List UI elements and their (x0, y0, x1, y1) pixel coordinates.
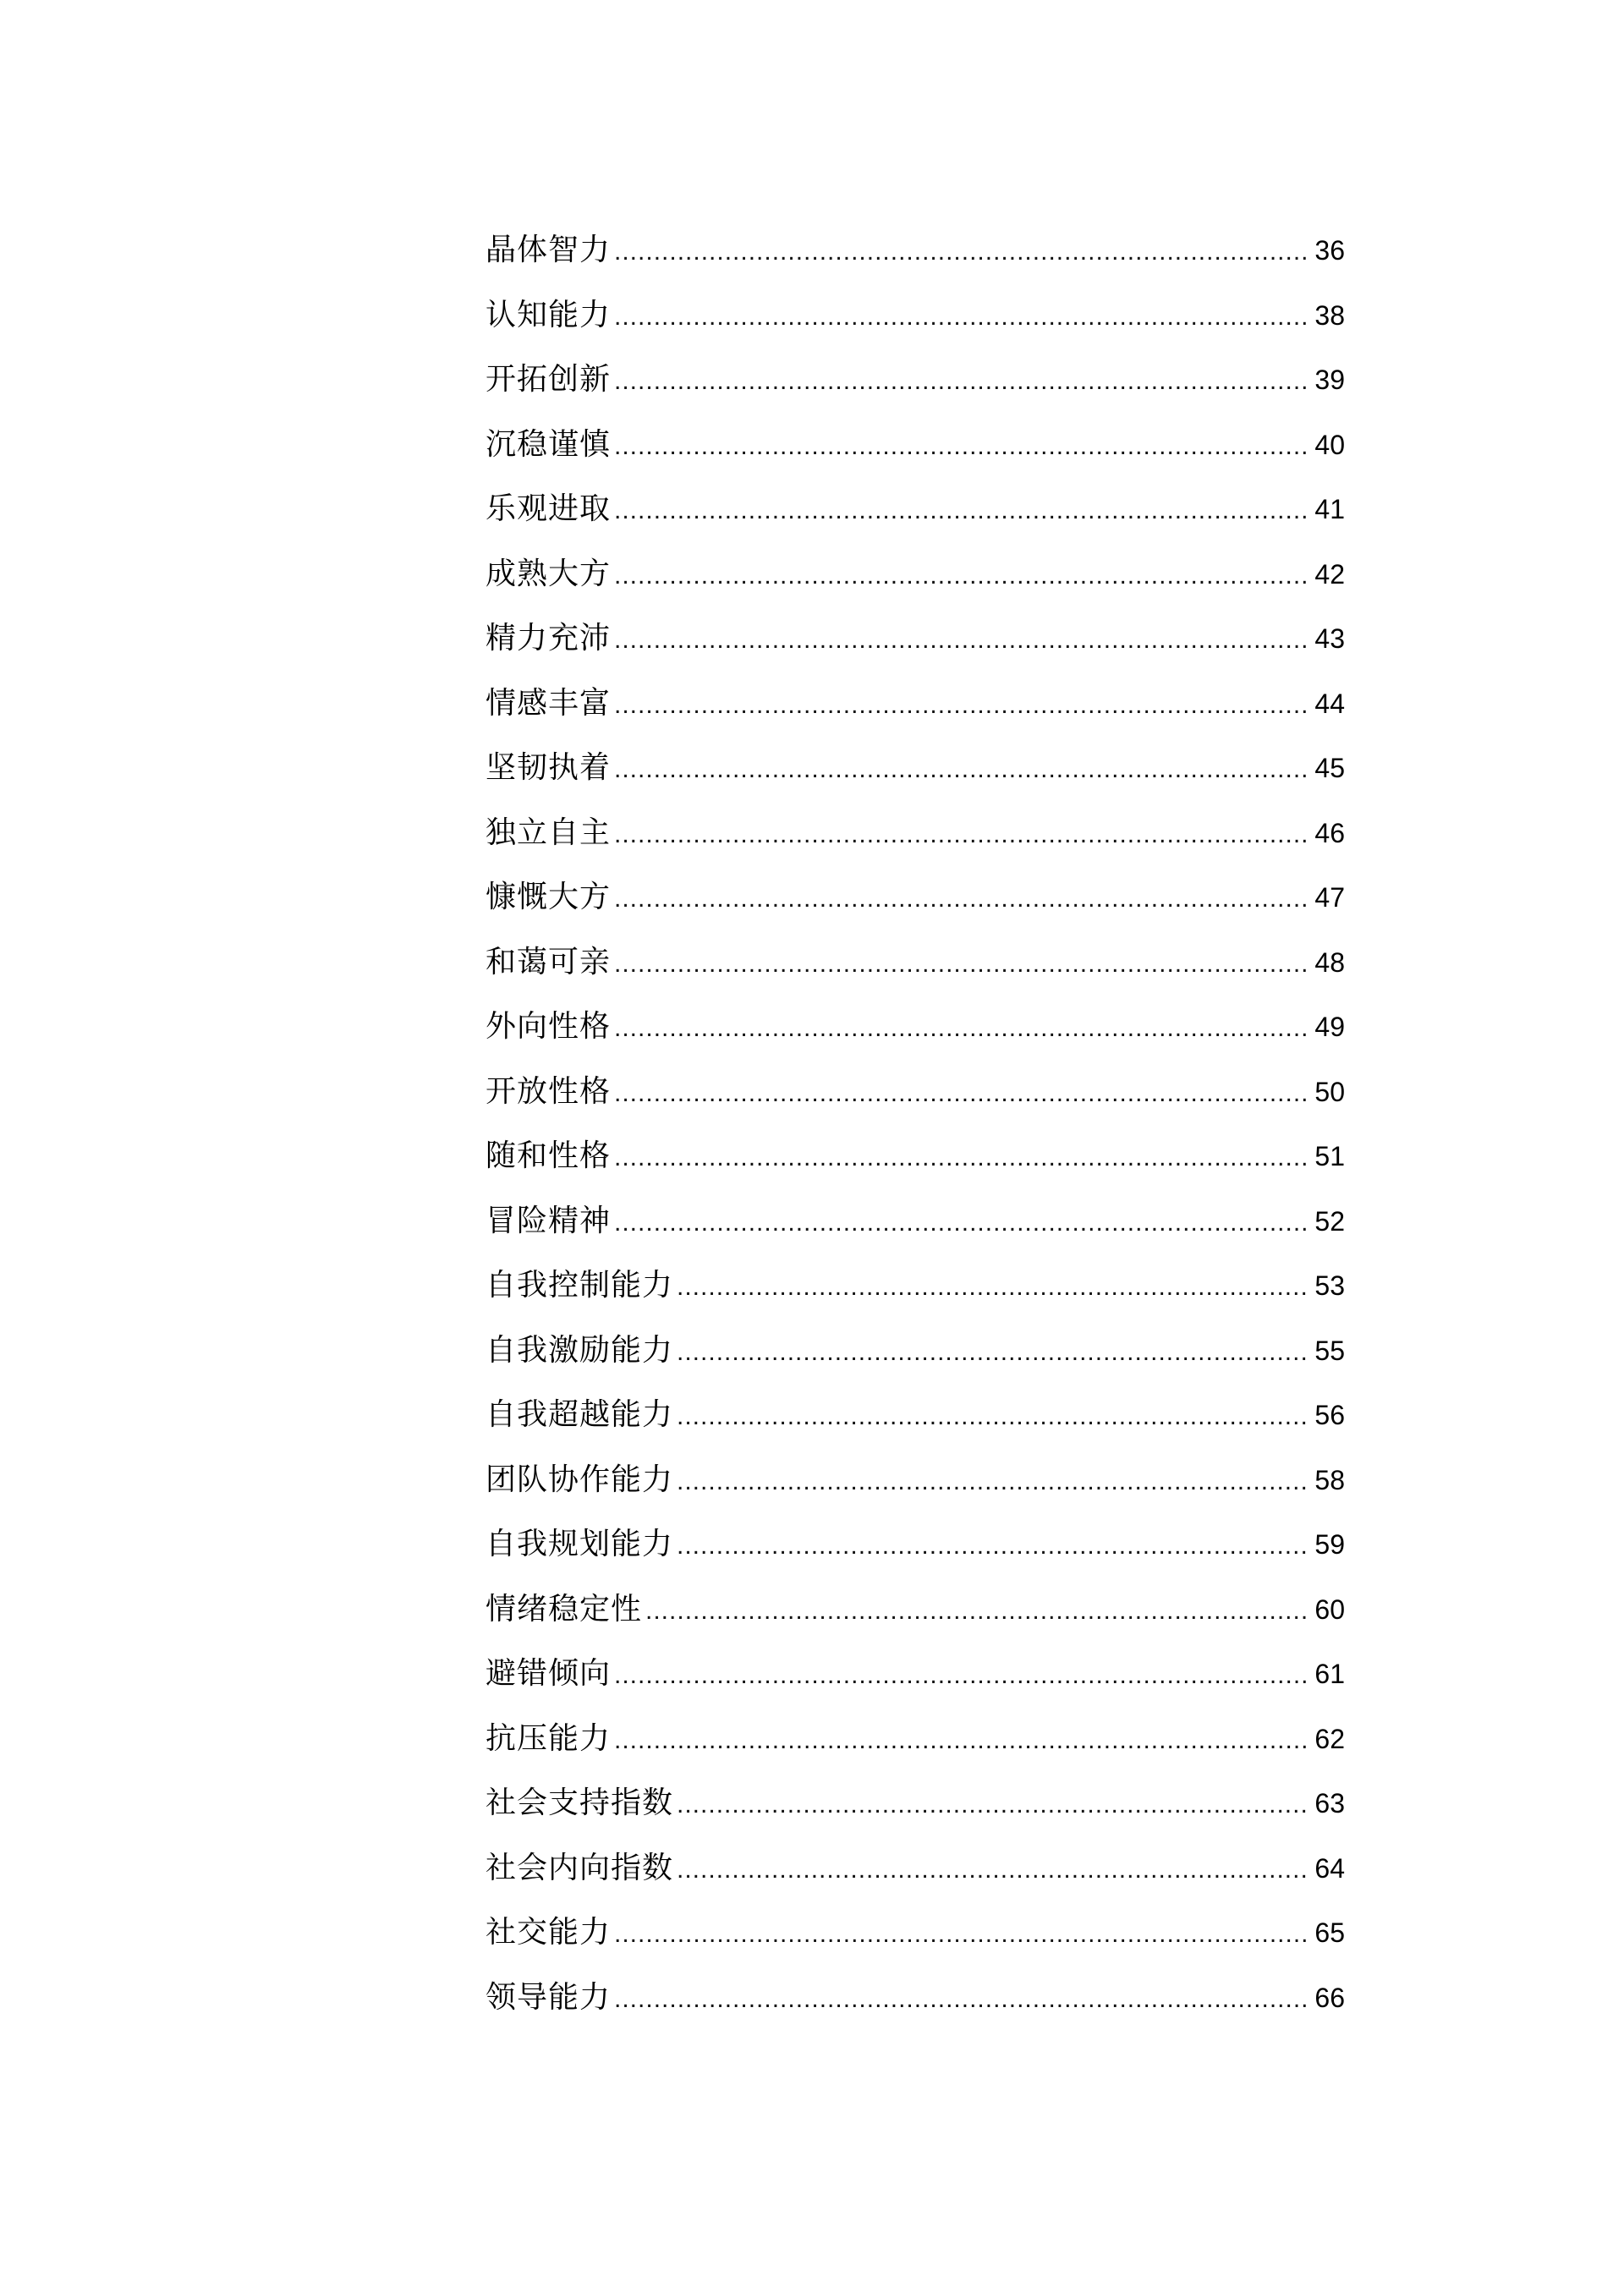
toc-dot-leader (614, 220, 1306, 285)
toc-entry[interactable] (486, 865, 1345, 930)
toc-entry-page: 59 (1314, 1529, 1345, 1560)
toc-dot-leader (614, 996, 1306, 1061)
table-of-contents (486, 218, 1345, 2030)
toc-entry-page: 47 (1314, 882, 1345, 913)
toc-entry[interactable] (486, 672, 1345, 737)
toc-dot-leader (614, 1902, 1306, 1967)
toc-dot-leader (614, 479, 1306, 544)
toc-entry[interactable] (486, 801, 1345, 866)
toc-entry-page: 63 (1314, 1788, 1345, 1818)
toc-entry-page: 45 (1314, 753, 1345, 783)
toc-entry-page: 56 (1314, 1400, 1345, 1430)
toc-dot-leader (614, 1709, 1306, 1774)
toc-entry-page: 36 (1314, 235, 1345, 266)
toc-entry-page: 41 (1314, 494, 1345, 524)
toc-entry-page: 62 (1314, 1723, 1345, 1754)
toc-entry-page: 43 (1314, 623, 1345, 654)
toc-entry-page: 50 (1314, 1076, 1345, 1107)
toc-dot-leader (645, 1579, 1306, 1644)
toc-entry-page: 49 (1314, 1012, 1345, 1042)
toc-dot-leader (614, 867, 1306, 932)
toc-dot-leader (614, 285, 1306, 350)
toc-entry-title: 坚韧执着 (486, 750, 612, 785)
toc-entry-page: 38 (1314, 299, 1345, 331)
toc-entry[interactable] (486, 1253, 1345, 1319)
toc-entry-page: 40 (1314, 429, 1345, 460)
toc-dot-leader (614, 1061, 1306, 1127)
toc-entry-title: 独立自主 (486, 815, 612, 850)
toc-dot-leader (614, 544, 1306, 609)
toc-entry-title: 领导能力 (486, 1979, 612, 2015)
toc-dot-leader (614, 1126, 1306, 1191)
toc-entry-page: 64 (1314, 1852, 1345, 1884)
toc-entry[interactable] (486, 542, 1345, 607)
toc-entry-title: 自我超越能力 (486, 1397, 674, 1432)
toc-dot-leader (614, 803, 1306, 868)
toc-dot-leader (614, 673, 1306, 738)
toc-entry[interactable] (486, 1577, 1345, 1643)
toc-entry-title: 冒险精神 (486, 1203, 612, 1238)
toc-entry[interactable] (486, 413, 1345, 478)
toc-entry[interactable] (486, 736, 1345, 801)
toc-entry[interactable] (486, 1189, 1345, 1254)
toc-entry-page: 61 (1314, 1659, 1345, 1689)
toc-entry-title: 团队协作能力 (486, 1462, 674, 1497)
toc-dot-leader (677, 1320, 1306, 1385)
toc-entry-title: 乐观进取 (486, 491, 612, 526)
toc-entry-title: 抗压能力 (486, 1720, 612, 1756)
toc-entry-title: 开拓创新 (486, 362, 612, 397)
toc-entry-title: 情绪稳定性 (486, 1591, 643, 1626)
toc-entry-title: 外向性格 (486, 1009, 612, 1044)
toc-entry-page: 58 (1314, 1464, 1345, 1495)
toc-dot-leader (614, 1967, 1306, 2032)
toc-entry-title: 自我规划能力 (486, 1527, 674, 1561)
toc-entry-title: 晶体智力 (486, 233, 612, 267)
toc-entry[interactable] (486, 1319, 1345, 1384)
toc-entry-title: 社会内向指数 (486, 1850, 674, 1885)
toc-entry-title: 精力充沛 (486, 621, 612, 656)
toc-entry-page: 55 (1314, 1335, 1345, 1366)
toc-dot-leader (614, 608, 1306, 673)
toc-entry-title: 认知能力 (486, 297, 612, 332)
toc-dot-leader (614, 1191, 1306, 1256)
toc-dot-leader (614, 414, 1306, 480)
toc-entry[interactable] (486, 1060, 1345, 1125)
toc-entry-page: 52 (1314, 1205, 1345, 1237)
toc-entry[interactable] (486, 606, 1345, 672)
toc-entry[interactable] (486, 930, 1345, 996)
toc-entry-title: 沉稳谨慎 (486, 426, 612, 462)
toc-dot-leader (677, 1385, 1306, 1450)
toc-entry[interactable] (486, 283, 1345, 348)
toc-entry-page: 66 (1314, 1982, 1345, 2013)
toc-dot-leader (677, 1514, 1306, 1579)
toc-dot-leader (677, 1450, 1306, 1515)
toc-entry-title: 情感丰富 (486, 685, 612, 721)
toc-entry[interactable] (486, 1124, 1345, 1189)
toc-entry-title: 自我控制能力 (486, 1268, 674, 1303)
toc-entry[interactable] (486, 1966, 1345, 2031)
toc-entry[interactable] (486, 1901, 1345, 1966)
toc-entry[interactable] (486, 1771, 1345, 1836)
toc-dot-leader (614, 932, 1306, 997)
toc-entry[interactable] (486, 348, 1345, 413)
toc-entry[interactable] (486, 1383, 1345, 1448)
toc-entry-page: 48 (1314, 946, 1345, 978)
toc-entry-title: 成熟大方 (486, 556, 612, 591)
toc-dot-leader (614, 738, 1306, 803)
toc-entry-title: 避错倾向 (486, 1656, 612, 1691)
toc-entry-page: 44 (1314, 688, 1345, 719)
toc-dot-leader (677, 1255, 1306, 1320)
toc-entry-page: 42 (1314, 558, 1345, 590)
toc-entry[interactable] (486, 1707, 1345, 1772)
toc-entry-page: 46 (1314, 817, 1345, 848)
toc-entry[interactable] (486, 218, 1345, 283)
toc-entry[interactable] (486, 995, 1345, 1060)
toc-entry-title: 自我激励能力 (486, 1332, 674, 1368)
toc-entry-page: 60 (1314, 1594, 1345, 1625)
toc-dot-leader (614, 349, 1306, 414)
toc-entry-title: 社交能力 (486, 1915, 612, 1950)
toc-entry-title: 随和性格 (486, 1138, 612, 1173)
toc-dot-leader (614, 1643, 1306, 1709)
toc-entry-page: 53 (1314, 1270, 1345, 1301)
toc-entry[interactable] (486, 1448, 1345, 1513)
toc-entry[interactable] (486, 1512, 1345, 1577)
toc-entry-title: 开放性格 (486, 1073, 612, 1109)
toc-entry-page: 51 (1314, 1141, 1345, 1171)
toc-entry[interactable] (486, 1836, 1345, 1901)
toc-entry-page: 39 (1314, 365, 1345, 395)
toc-dot-leader (677, 1838, 1306, 1903)
toc-entry-page: 65 (1314, 1917, 1345, 1948)
toc-entry-title: 社会支持指数 (486, 1786, 674, 1820)
toc-entry[interactable] (486, 1642, 1345, 1707)
toc-entry[interactable] (486, 477, 1345, 542)
toc-entry-title: 慷慨大方 (486, 880, 612, 914)
toc-dot-leader (677, 1773, 1306, 1838)
toc-entry-title: 和蔼可亲 (486, 944, 612, 979)
